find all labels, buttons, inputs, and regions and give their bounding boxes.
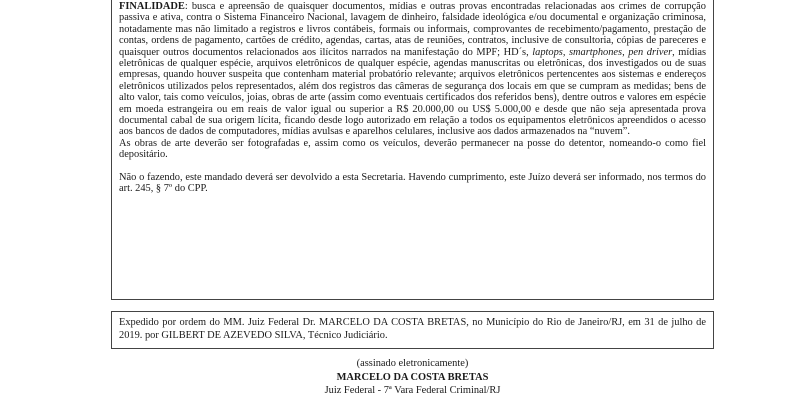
- issued-by-box: [111, 311, 714, 349]
- finalidade-text-part-1: : busca e apreensão de quaisquer documentos, mídias e outras provas encontradas relacionadas aos crimes de corrupção passiva e ativa, contra o Sistema Financeiro Nacional, lavagem de dinheiro, falsidade ideológica e/ou documental e organização criminosa, notadamente mas não limitado a registros e livros contábeis, formais ou informais, comprovantes de recebimento/pagamento, prestação de contas, ordens de pagamento, cartões de crédito, agendas, cartas, atas de reuniões, contratos, inclusive de consultoria, cópias de pareceres e quaisquer outros documentos relacionados aos ilícitos narrados na manifestação do MPF; HD´s,: [119, 1, 706, 58]
- finalidade-italic-devices: laptops, smartphones, pen driver: [532, 46, 673, 58]
- signature-note: (assinado eletronicamente): [356, 358, 469, 369]
- signatory-name: MARCELO DA COSTA BRETAS: [336, 371, 489, 383]
- signature-block: [111, 357, 714, 398]
- art-works-paragraph: As obras de arte deverão ser fotografadas e, assim como os veículos, deverão permanecer na posse do detentor, nomeando-o como fiel depositário.: [119, 137, 706, 161]
- signatory-role: Juiz Federal - 7ª Vara Federal Criminal/RJ: [324, 385, 501, 396]
- finalidade-paragraph: [119, 1, 706, 138]
- finalidade-label: FINALIDADE: [119, 1, 185, 12]
- issued-by-text: Expedido por ordem do MM. Juiz Federal Dr. MARCELO DA COSTA BRETAS, no Município do Rio de Janeiro/RJ, em 31 de julho de 2019. por GILBERT DE AZEVEDO SILVA, Técnico Judiciário.: [119, 317, 706, 341]
- return-paragraph: Não o fazendo, este mandado deverá ser devolvido a esta Secretaria. Havendo cumprimento, este Juízo deverá ser informado, nos termos do art. 245, § 7º do CPP.: [119, 171, 706, 195]
- mandate-purpose-box: [111, 0, 714, 300]
- finalidade-text-part-2: , mídias eletrônicas de qualquer espécie, arquivos eletrônicos de qualquer espécie, agendas manuscritas ou eletrônicas, dos investigados ou de suas empresas, quando houver suspeita que contenham material probatório relevante; arquivos eletrônicos pertencentes aos sistemas e endereços eletrônicos utilizados pelos representados, além dos registros das câmeras de segurança dos locais em que se cumpram as medidas; bens de alto valor, tais como veículos, joias, obras de arte (assim como eventuais certificados dos referidos bens), dentre outros e valores em espécie em moeda estrangeira ou em reais de valor igual ou superior a R$ 20.000,00 ou US$ 5.000,00 e desde que não seja apresentada prova documental cabal de sua origem lícita, ficando desde logo autorizado em relação a todos os equipamentos eletrônicos apreendidos o acesso aos bancos de dados de computadores, mídias avulsas e aparelhos celulares, inclusive aos dados armazenados na “nuvem”.: [119, 46, 706, 138]
